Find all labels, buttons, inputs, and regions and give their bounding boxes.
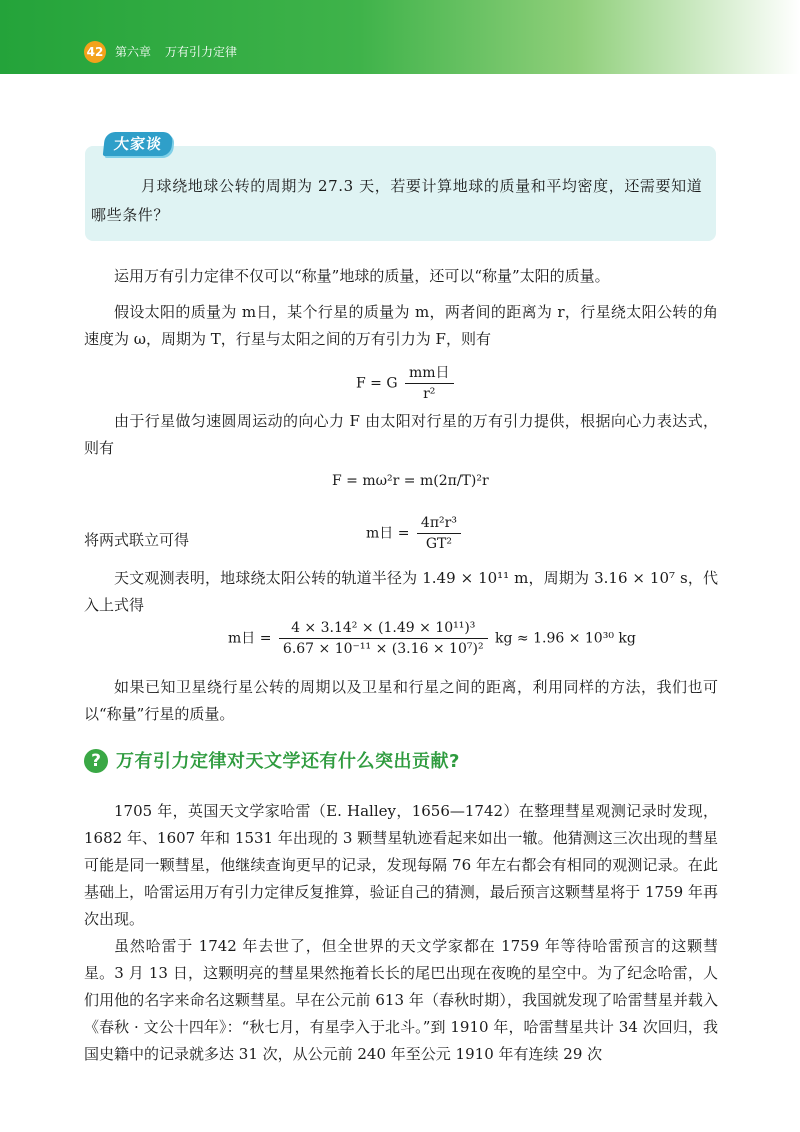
- page-number-badge: 42: [84, 41, 106, 63]
- formula-1-fraction: [405, 363, 454, 404]
- chapter-title: 万有引力定律: [165, 45, 238, 59]
- question-icon: ?: [84, 749, 108, 773]
- formula-3-fraction: [417, 513, 461, 554]
- formula-3-numerator: 4π²r³: [417, 513, 461, 534]
- paragraph-6: 如果已知卫星绕行星公转的周期以及卫星和行星之间的距离，利用同样的方法，我们也可以“称量”行星的质量。: [84, 678, 718, 723]
- discussion-tag: 大家谈: [103, 132, 174, 156]
- formula-4-result: kg ≈ 1.96 × 10³⁰ kg: [495, 630, 636, 647]
- formula-calculation: [228, 618, 636, 659]
- formula-1-denominator: r²: [423, 386, 436, 402]
- formula-centripetal: F = mω²r = m(2π/T)²r: [332, 473, 489, 489]
- paragraph-combine: 将两式联立可得: [84, 531, 190, 549]
- chapter-header-bar: [0, 0, 800, 74]
- paragraph-5: 天文观测表明，地球绕太阳公转的轨道半径为 1.49 × 10¹¹ m，周期为 3.16 × 10⁷ s，代入上式得: [84, 569, 718, 614]
- section-paragraph-2: 虽然哈雷于 1742 年去世了，但全世界的天文学家都在 1759 年等待哈雷预言的这颗彗星。3 月 13 日，这颗明亮的彗星果然拖着长长的尾巴出现在夜晚的星空中。为了纪念哈雷，人们用他的名字来命名这颗彗星。早在公元前 613 年（春秋时期），我国就发现了哈雷彗星并载入《春秋 · 文公十四年》：“秋七月，有星孛入于北斗。”到 1910 年，哈雷彗星共计 34 次回归，我国史籍中的记录就多达 31 次，从公元前 240 年至公元 1910 年有连续 29 次: [84, 937, 718, 1063]
- formula-1-lhs: F = G: [356, 375, 398, 392]
- formula-4-lhs: m日 =: [228, 630, 272, 647]
- formula-4-denominator: 6.67 × 10⁻¹¹ × (3.16 × 10⁷)²: [282, 641, 484, 657]
- formula-4-numerator: 4 × 3.14² × (1.49 × 10¹¹)³: [279, 618, 488, 639]
- section-paragraph-1: 1705 年，英国天文学家哈雷（E. Halley，1656—1742）在整理彗星观测记录时发现，1682 年、1607 年和 1531 年出现的 3 颗彗星轨迹看起来如出一辙。他猜测这三次出现的彗星可能是同一颗彗星，他继续查询更早的记录，发现每隔 76 年左右都会有相同的观测记录。在此基础上，哈雷运用万有引力定律反复推算，验证自己的猜测，最后预言这颗彗星将于 1759 年再次出现。: [84, 802, 718, 928]
- paragraph-3: 由于行星做匀速圆周运动的向心力 F 由太阳对行星的万有引力提供，根据向心力表达式，则有: [84, 412, 718, 457]
- formula-gravitation: [356, 363, 457, 404]
- formula-sun-mass: [366, 513, 464, 554]
- chapter-heading: [115, 43, 251, 60]
- formula-1-numerator: mm日: [405, 363, 454, 384]
- formula-3-denominator: GT²: [425, 536, 452, 552]
- section-title: 万有引力定律对天文学还有什么突出贡献?: [116, 751, 460, 772]
- formula-3-lhs: m日 =: [366, 525, 410, 542]
- chapter-number: 第六章: [115, 45, 152, 59]
- discussion-text: 月球绕地球公转的周期为 27.3 天，若要计算地球的质量和平均密度，还需要知道哪些条件？: [91, 177, 703, 224]
- formula-4-fraction: [279, 618, 488, 659]
- paragraph-2: 假设太阳的质量为 m日，某个行星的质量为 m，两者间的距离为 r，行星绕太阳公转的角速度为 ω，周期为 T，行星与太阳之间的万有引力为 F，则有: [84, 303, 718, 348]
- paragraph-1: 运用万有引力定律不仅可以“称量”地球的质量，还可以“称量”太阳的质量。: [114, 267, 610, 285]
